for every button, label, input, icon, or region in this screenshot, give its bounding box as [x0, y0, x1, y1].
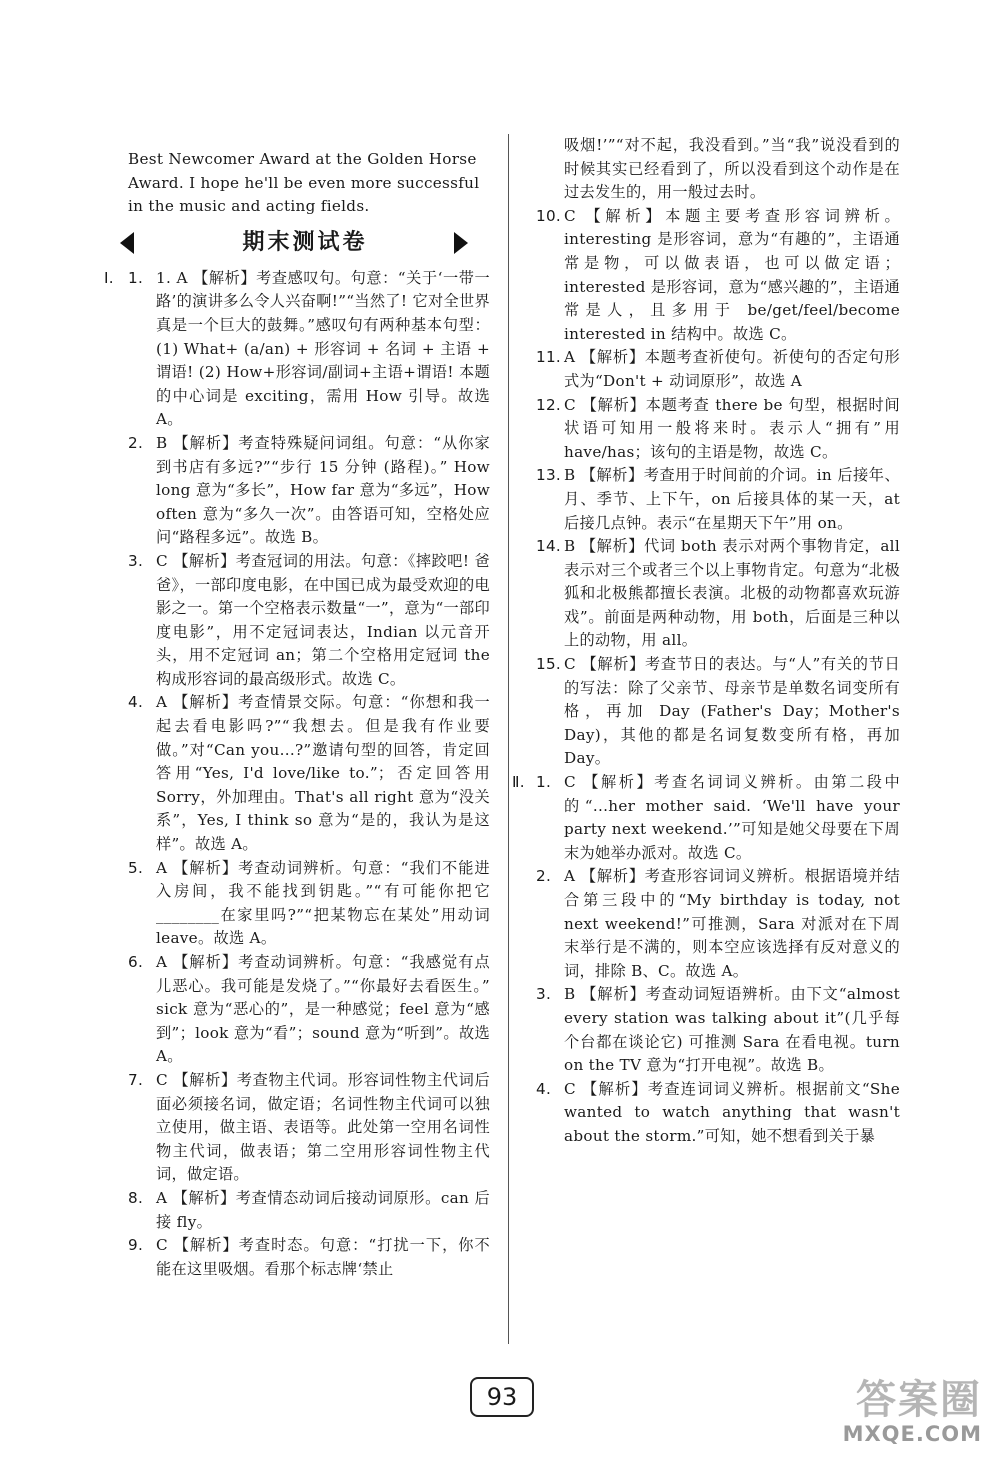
- answer-item: [120, 857, 490, 951]
- answer-number: 5.: [128, 858, 144, 877]
- answer-number: 1.: [128, 268, 144, 287]
- answer-number: 12.: [536, 395, 562, 414]
- answer-text: C 【解析】考查名词词义辨析。由第二段中的“...her mother said. ‘We'll have your party next weekend.’”可知是她父母要在下周末为她举办派对。故选 C。: [564, 773, 900, 862]
- watermark-url: MXQE.COM: [842, 1422, 982, 1446]
- answer-item: [528, 535, 900, 653]
- triangle-right-icon: [454, 232, 468, 254]
- answer-number: 11.: [536, 348, 562, 367]
- answer-item: [120, 1069, 490, 1187]
- answer-number: 3.: [128, 551, 144, 570]
- answer-text: A 【解析】考查动词辨析。句意：“我感觉有点儿恶心。我可能是发烧了。”“你最好去看医生。” sick 意为“恶心的”，是一种感觉；feel 意为“感到”；look 意为“看”；sound 意为“听到”。故选 A。: [156, 953, 490, 1066]
- answer-item: [528, 464, 900, 535]
- answer-number: 4.: [536, 1079, 552, 1098]
- section-title: 期末测试卷: [242, 229, 368, 255]
- left-column: [104, 148, 490, 1281]
- intro-paragraph: Best Newcomer Award at the Golden Horse Award. I hope he'll be even more successful in the music and acting fields.: [128, 150, 480, 216]
- answer-number: 7.: [128, 1070, 144, 1089]
- left-answer-list: [104, 267, 490, 1282]
- answer-number: 13.: [536, 466, 562, 485]
- answer-item: [528, 653, 900, 771]
- answer-item: [528, 346, 900, 393]
- answer-text: 吸烟!’”“对不起，我没看到。”当“我”说没看到的时候其实已经看到了，所以没看到这个动作是在过去发生的，用一般过去时。: [564, 136, 900, 202]
- answer-text: B 【解析】考查用于时间前的介词。in 后接年、月、季节、上下午，on 后接具体的某一天，at 后接几点钟。表示“在星期天下午”用 on。: [564, 466, 900, 532]
- section-marker: Ⅰ.: [104, 268, 114, 287]
- answer-number: 8.: [128, 1188, 144, 1207]
- answer-item: [528, 205, 900, 347]
- answer-text: A 【解析】本题考查祈使句。祈使句的否定句形式为“Don't + 动词原形”，故选 A: [564, 348, 900, 390]
- answer-number: 9.: [128, 1236, 144, 1255]
- answer-item: [528, 1078, 900, 1149]
- right-answer-list: [512, 134, 900, 1149]
- answer-text: A 【解析】考查情态动词后接动词原形。can 后接 fly。: [156, 1188, 490, 1231]
- answer-number: 2.: [536, 867, 552, 886]
- answer-text: C 【解析】考查时态。句意：“打扰一下，你不能在这里吸烟。看那个标志牌‘禁止: [156, 1236, 490, 1278]
- answer-item: [120, 951, 490, 1069]
- page-number: 93: [470, 1377, 534, 1417]
- answer-number: 14.: [536, 537, 562, 556]
- answer-text: C 【解析】考查节日的表达。与“人”有关的节日的写法：除了父亲节、母亲节是单数名词变所有格，再加 Day (Father's Day；Mother's Day)，其他的都是名词复数变所有格，再加 Day。: [564, 655, 900, 768]
- answer-item: [528, 865, 900, 983]
- answer-text: C 【解析】考查冠词的用法。句意：《摔跤吧! 爸爸》，一部印度电影，在中国已成为最受欢迎的电影之一。第一个空格表示数量“一”，意为“一部印度电影”，用不定冠词表达，Indian 以元音开头，用不定冠词 an；第二个空格用定冠词 the 构成形容词的最高级形式。故选 C。: [156, 551, 490, 688]
- answer-number: 1.: [536, 773, 552, 792]
- answer-item: [120, 691, 490, 856]
- answer-number: 4.: [128, 693, 144, 712]
- answer-item: [528, 134, 900, 205]
- watermark-logo: 答案圈: [856, 1377, 982, 1423]
- triangle-left-icon: [120, 232, 134, 254]
- answer-item: [512, 771, 900, 865]
- section-marker: Ⅱ.: [512, 773, 525, 792]
- answer-item: [120, 1187, 490, 1234]
- answer-text: C 【解析】考查连词词义辨析。根据前文“She wanted to watch anything that wasn't about the storm.”可知，她不想看到关于暴: [564, 1079, 900, 1145]
- answer-text: B 【解析】考查动词短语辨析。由下文“almost every station was talking about it”(几乎每个台都在谈论它) 可推测 Sara 在看电视。turn on the TV 意为“打开电视”。故选 B。: [564, 985, 900, 1075]
- answer-text: C 【解析】考查物主代词。形容词性物主代词后面必须接名词，做定语；名词性物主代词可以独立使用，做主语、表语等。此处第一空用名词性物主代词，做表语；第二空用形容词性物主代词，做定语。: [156, 1070, 490, 1184]
- answer-text: C 【解析】本题考查 there be 句型，根据时间状语可知用一般将来时。表示人“拥有”用 have/has；该句的主语是物，故选 C。: [564, 395, 900, 461]
- answer-item: [528, 394, 900, 465]
- section-title-bar: [120, 223, 490, 263]
- answer-number: 6.: [128, 953, 144, 971]
- column-divider: [508, 134, 509, 1344]
- answer-item: [120, 550, 490, 692]
- answer-text: A 【解析】考查形容词词义辨析。根据语境并结合第三段中的“My birthday is today, not next weekend!”可推测，Sara 对派对在下周末举行是不满的，则本空应该选择有反对意义的词，排除 B、C。故选 A。: [564, 867, 900, 980]
- answer-text: 1. A 【解析】考查感叹句。句意：“关于‘一带一路’的演讲多么令人兴奋啊!”“当然了! 它对全世界真是一个巨大的鼓舞。”感叹句有两种基本句型：(1) What+ (a/an) + 形容词 + 名词 + 主语 + 谓语! (2) How+形容词/副词+主语+谓语! 本题的中心词是 exciting，需用 How 引导。故选 A。: [156, 268, 490, 429]
- answer-item: [104, 267, 490, 432]
- answer-item: [528, 983, 900, 1077]
- answer-number: 15.: [536, 655, 562, 674]
- answer-text: A 【解析】考查情景交际。句意：“你想和我一起去看电影吗?”“我想去。但是我有作业要做。”对“Can you...?”邀请句型的回答，肯定回答用“Yes, I'd love/like to.”；否定回答用 Sorry，外加理由。That's all right 意为“没关系”，Yes, I think so 意为“是的，我认为是这样”。故选 A。: [156, 693, 490, 854]
- answer-text: C 【解析】本题主要考查形容词辨析。interesting 是形容词，意为“有趣的”，主语通常是物，可以做表语，也可以做定语；interested 是形容词，意为“感兴趣的”，主语通常是人，且多用于 be/get/feel/become interested in 结构中。故选 C。: [564, 206, 900, 343]
- answer-text: B 【解析】考查特殊疑问词组。句意：“从你家到书店有多远?”“步行 15 分钟 (路程)。” How long 意为“多长”，How far 意为“多远”，How often 意为“多久一次”。由答语可知，空格处应问“路程多远”。故选 B。: [156, 433, 490, 547]
- watermark: [843, 1378, 982, 1446]
- answer-number: 10.: [536, 206, 562, 225]
- answer-number: 3.: [536, 985, 552, 1004]
- answer-number: 2.: [128, 433, 144, 452]
- answer-item: [120, 432, 490, 550]
- answer-text: A 【解析】考查动词辨析。句意：“我们不能进入房间，我不能找到钥匙。”“有可能你把它________在家里吗?”“把某物忘在某处”用动词 leave。故选 A。: [156, 858, 490, 948]
- right-column: [512, 134, 900, 1149]
- answer-text: B 【解析】代词 both 表示对两个事物肯定，all 表示对三个或者三个以上事物肯定。句意为“北极狐和北极熊都擅长表演。北极的动物都喜欢玩游戏”。前面是两种动物，用 both，后面是三种以上的动物，用 all。: [564, 537, 900, 650]
- answer-item: [120, 1234, 490, 1281]
